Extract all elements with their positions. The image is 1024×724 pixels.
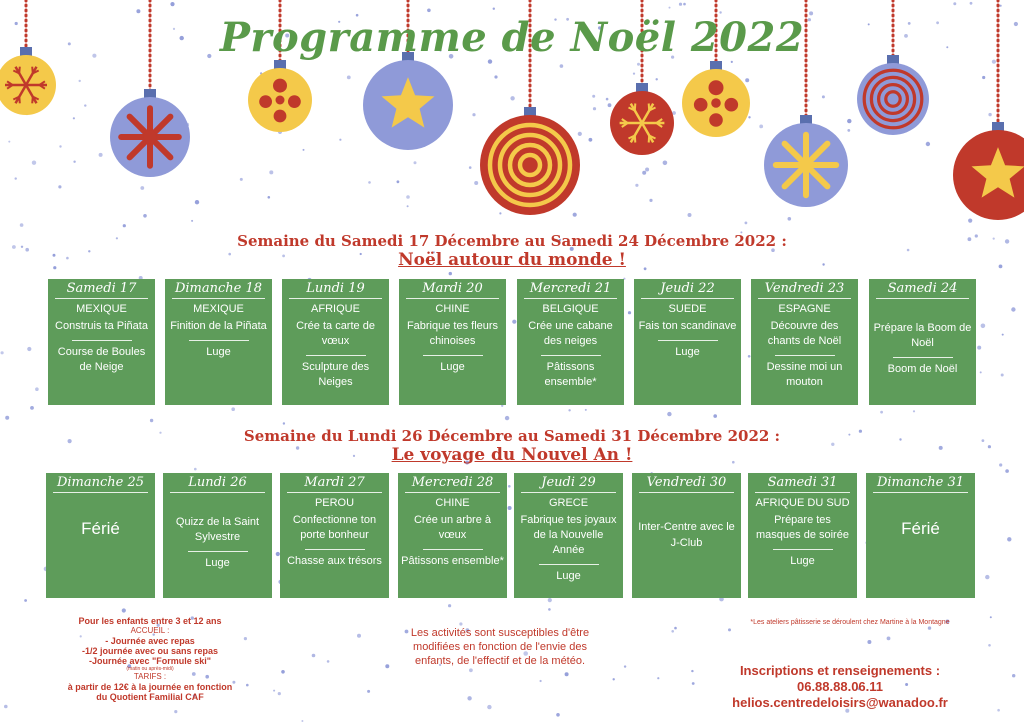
day-card <box>280 473 389 598</box>
separator <box>189 340 249 341</box>
country-label: ESPAGNE <box>778 303 831 315</box>
week1-theme: Noël autour du monde ! <box>398 250 626 270</box>
accueil-item-1: - Journée avec repas <box>105 636 195 646</box>
day-card <box>399 279 506 405</box>
day-card <box>48 279 155 405</box>
accueil-item-3: -Journée avec "Formule ski" <box>88 656 212 666</box>
day-card <box>866 473 975 598</box>
country-label: CHINE <box>435 303 470 315</box>
activity-main: Férié <box>81 519 120 538</box>
contact-phone: 06.88.88.06.11 <box>796 679 884 694</box>
week1-dates: Semaine du Samedi 17 Décembre au Samedi 24 Décembre 2022 : <box>237 232 787 250</box>
activity-main: Inter-Centre avec le J-Club <box>638 521 735 549</box>
day-label: Dimanche 25 <box>53 475 148 493</box>
day-card <box>632 473 741 598</box>
activity-main: Férié <box>901 519 940 538</box>
tarifs-line-2: du Quotient Familial CAF <box>96 692 204 702</box>
day-label: Vendredi 30 <box>639 475 734 493</box>
day-label: Samedi 24 <box>876 281 969 299</box>
activity-morning: Fais ton scandinave <box>638 320 737 332</box>
activity-afternoon: Dessine moi un mouton <box>766 361 843 388</box>
separator <box>539 564 599 565</box>
day-card <box>517 279 624 405</box>
accueil-item-3-note: (matin ou après-midi) <box>126 666 174 672</box>
day-card <box>165 279 272 405</box>
week1-header <box>0 232 1024 270</box>
separator <box>188 551 248 552</box>
page-title: Programme de Noël 2022 <box>219 14 805 61</box>
tarifs-label: TARIFS : <box>133 672 167 681</box>
separator <box>541 355 601 356</box>
country-label: MEXIQUE <box>193 303 244 315</box>
activity-morning: Prépare tes masques de soirée <box>756 514 849 541</box>
activity-afternoon: Luge <box>790 555 815 567</box>
day-card <box>751 279 858 405</box>
day-card <box>163 473 272 598</box>
country-label: AFRIQUE DU SUD <box>755 497 850 509</box>
ages-text: Pour les enfants entre 3 et 12 ans <box>78 616 222 626</box>
activity-afternoon: Pâtissons ensemble* <box>544 361 597 388</box>
activity-morning: Fabrique tes joyaux de la Nouvelle Année <box>520 514 617 556</box>
country-label: GRECE <box>548 497 589 509</box>
activity-morning: Finition de la Piñata <box>170 320 267 332</box>
activity-afternoon: Course de Boules de Neige <box>57 346 146 373</box>
activity-afternoon: Luge <box>675 346 700 358</box>
day-label: Samedi 17 <box>55 281 148 299</box>
day-card <box>46 473 155 598</box>
activity-afternoon: Luge <box>440 361 465 373</box>
activity-morning: Découvre des chants de Noël <box>767 320 842 347</box>
activity-afternoon: Boom de Noël <box>887 363 958 375</box>
activity-morning: Crée un arbre à vœux <box>413 514 492 541</box>
separator <box>773 549 833 550</box>
country-label: PEROU <box>314 497 355 509</box>
activity-afternoon: Chasse aux trésors <box>287 555 382 567</box>
day-label: Mercredi 21 <box>524 281 617 299</box>
week2-dates: Semaine du Lundi 26 Décembre au Samedi 31 Décembre 2022 : <box>243 427 781 445</box>
contact-email[interactable]: helios.centredeloisirs@wanadoo.fr <box>732 695 948 710</box>
country-label: BELGIQUE <box>542 303 599 315</box>
separator <box>72 340 132 341</box>
day-label: Samedi 31 <box>755 475 850 493</box>
separator <box>658 340 718 341</box>
day-label: Dimanche 31 <box>873 475 968 493</box>
country-label: AFRIQUE <box>311 303 360 315</box>
activity-morning: Confectionne ton porte bonheur <box>292 514 377 541</box>
day-label: Lundi 19 <box>289 281 382 299</box>
activity-morning: Construis ta Piñata <box>55 320 148 332</box>
week2-theme: Le voyage du Nouvel An ! <box>391 445 633 465</box>
day-label: Mardi 27 <box>287 475 382 493</box>
country-label: CHINE <box>435 497 470 509</box>
week2-header <box>0 427 1024 465</box>
activities-note: Les activités sont susceptibles d'être modifiées en fonction de l'envie des enfants, de l'effectif et de la météo. <box>410 627 590 667</box>
separator <box>423 549 483 550</box>
day-label: Mercredi 28 <box>405 475 500 493</box>
day-label: Vendredi 23 <box>758 281 851 299</box>
activity-morning: Crée une cabane des neiges <box>528 320 613 347</box>
country-label: MEXIQUE <box>76 303 127 315</box>
activity-afternoon: Luge <box>556 570 581 582</box>
accueil-item-2: -1/2 journée avec ou sans repas <box>81 646 219 656</box>
contact-title: Inscriptions et renseignements : <box>739 663 941 678</box>
day-card <box>869 279 976 405</box>
activity-morning: Fabrique tes fleurs chinoises <box>406 320 499 347</box>
day-card <box>748 473 857 598</box>
activity-morning: Prépare la Boom de Noël <box>873 322 972 349</box>
day-card <box>398 473 507 598</box>
day-label: Jeudi 29 <box>521 475 616 493</box>
day-card <box>634 279 741 405</box>
contact-block <box>690 663 990 711</box>
activity-afternoon: Luge <box>205 557 230 569</box>
separator <box>423 355 483 356</box>
activity-afternoon: Sculpture des Neiges <box>301 361 370 388</box>
day-card <box>514 473 623 598</box>
separator <box>893 357 953 358</box>
day-label: Lundi 26 <box>170 475 265 493</box>
activity-morning: Quizz de la Saint Sylvestre <box>175 516 260 543</box>
info-block <box>30 616 270 702</box>
activity-afternoon: Luge <box>206 346 231 358</box>
activity-morning: Crée ta carte de vœux <box>296 320 375 347</box>
day-card <box>282 279 389 405</box>
pastry-note: *Les ateliers pâtisserie se déroulent chez Martine à la Montagne <box>750 619 950 626</box>
separator <box>775 355 835 356</box>
separator <box>306 355 366 356</box>
accueil-label: ACCUEIL : <box>130 626 170 635</box>
day-label: Dimanche 18 <box>172 281 265 299</box>
day-label: Jeudi 22 <box>641 281 734 299</box>
country-label: SUEDE <box>668 303 707 315</box>
separator <box>305 549 365 550</box>
tarifs-line-1: à partir de 12€ à la journée en fonction <box>67 682 233 692</box>
activity-afternoon: Pâtissons ensemble* <box>401 555 504 567</box>
day-label: Mardi 20 <box>406 281 499 299</box>
